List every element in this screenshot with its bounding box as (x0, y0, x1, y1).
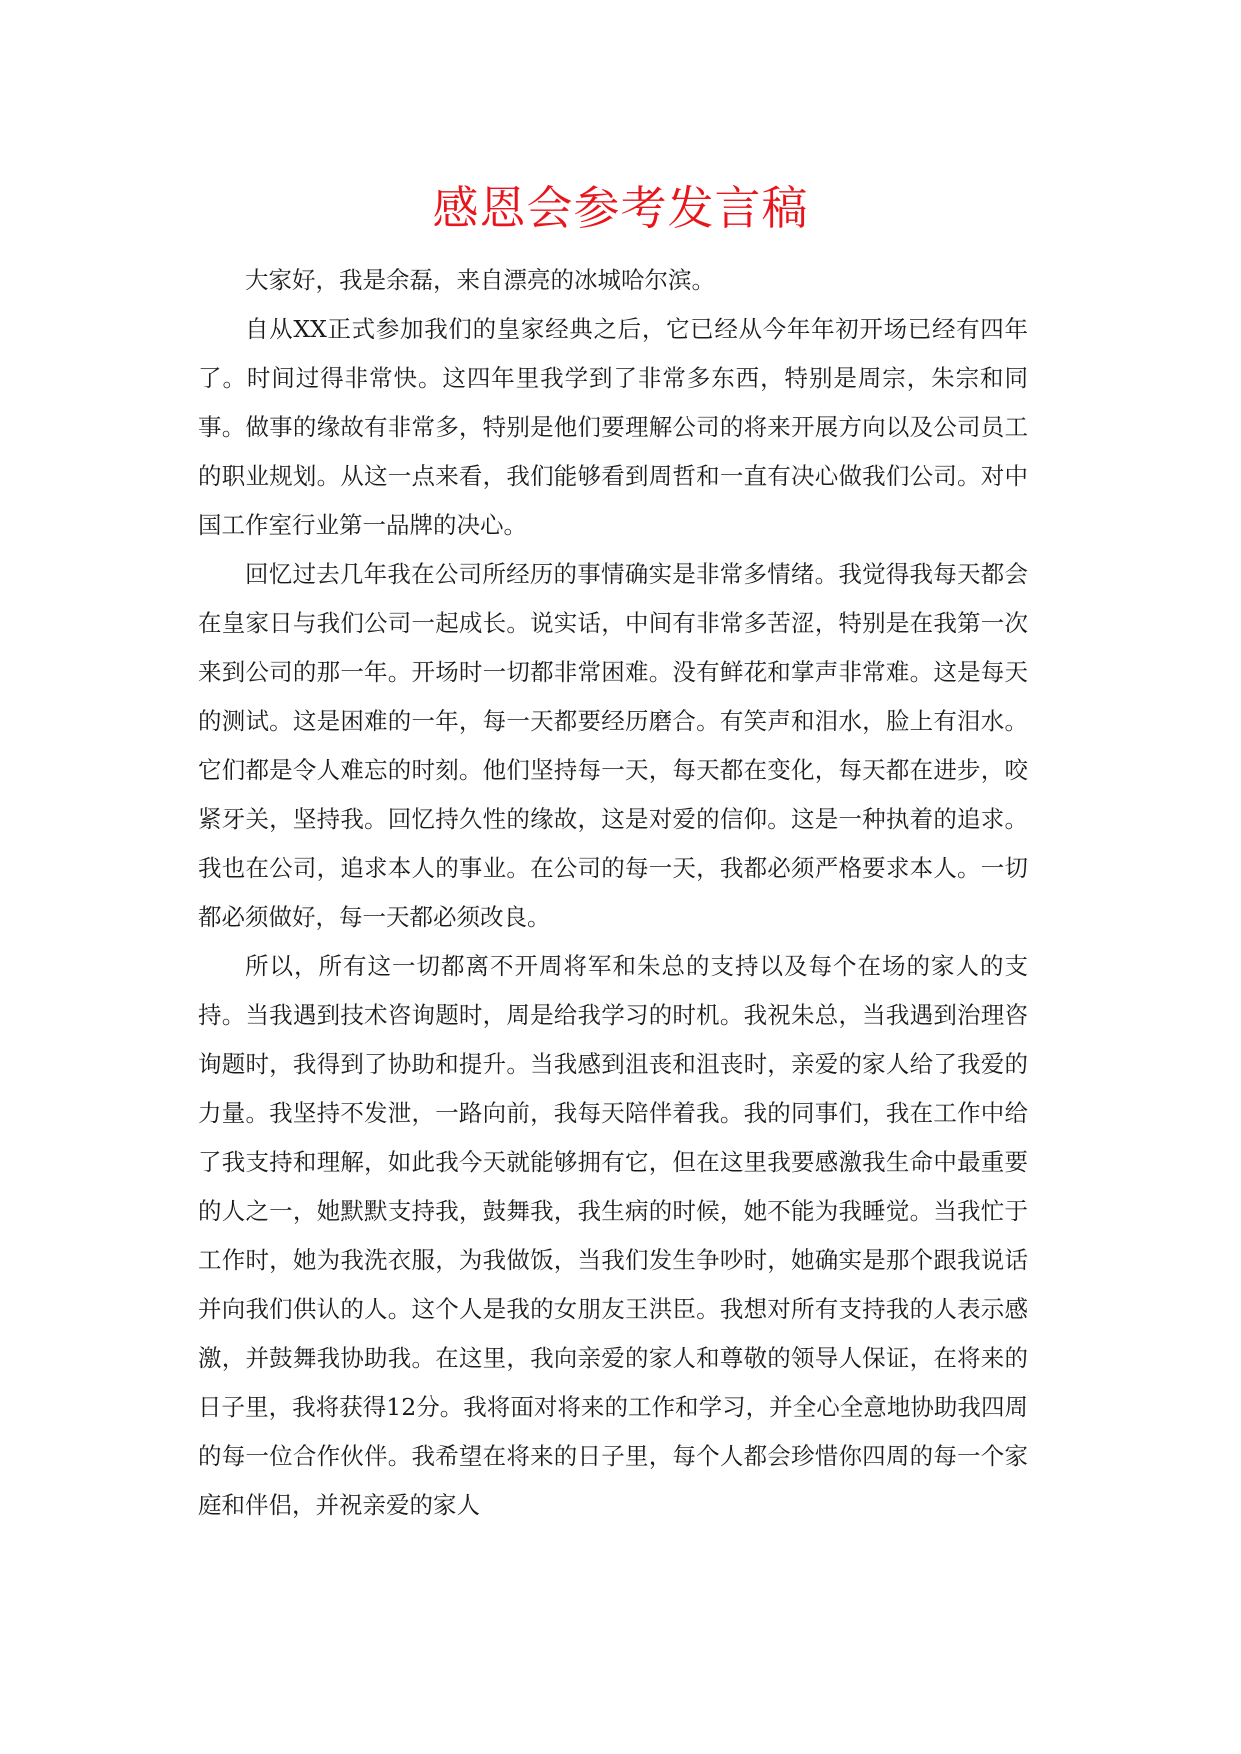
document-body (198, 256, 1028, 1530)
document-title: 感恩会参考发言稿 (432, 181, 809, 235)
paragraph-greeting: 大家好，我是余磊，来自漂亮的冰城哈尔滨。 (245, 266, 715, 294)
paragraph-memories: 回忆过去几年我在公司所经历的事情确实是非常多情绪。我觉得我每天都会在皇家日与我们公司一起成长。说实话，中间有非常多苦涩，特别是在我第一次来到公司的那一年。开场时一切都非常困难。没有鲜花和掌声非常难。这是每天的测试。这是困难的一年，每一天都要经历磨合。有笑声和泪水，脸上有泪水。它们都是令人难忘的时刻。他们坚持每一天，每天都在变化，每天都在进步，咬紧牙关，坚持我。回忆持久性的缘故，这是对爱的信仰。这是一种执着的追求。我也在公司，追求本人的事业。在公司的每一天，我都必须严格要求本人。一切都必须做好，每一天都必须改良。 (198, 560, 1028, 931)
paragraph-gratitude: 所以，所有这一切都离不开周将军和朱总的支持以及每个在场的家人的支持。当我遇到技术咨询题时，周是给我学习的时机。我祝朱总，当我遇到治理咨询题时，我得到了协助和提升。当我感到沮丧和沮丧时，亲爱的家人给了我爱的力量。我坚持不发泄，一路向前，我每天陪伴着我。我的同事们，我在工作中给了我支持和理解，如此我今天就能够拥有它，但在这里我要感激我生命中最重要的人之一，她默默支持我，鼓舞我，我生病的时候，她不能为我睡觉。当我忙于工作时，她为我洗衣服，为我做饭，当我们发生争吵时，她确实是那个跟我说话并向我们供认的人。这个人是我的女朋友王洪臣。我想对所有支持我的人表示感激，并鼓舞我协助我。在这里，我向亲爱的家人和尊敬的领导人保证，在将来的日子里，我将获得12分。我将面对将来的工作和学习，并全心全意地协助我四周的每一位合作伙伴。我希望在将来的日子里，每个人都会珍惜你四周的每一个家庭和伴侣，并祝亲爱的家人 (198, 952, 1028, 1519)
paragraph-company-history: 自从XX正式参加我们的皇家经典之后，它已经从今年年初开场已经有四年了。时间过得非常快。这四年里我学到了非常多东西，特别是周宗，朱宗和同事。做事的缘故有非常多，特别是他们要理解公司的将来开展方向以及公司员工的职业规划。从这一点来看，我们能够看到周哲和一直有决心做我们公司。对中国工作室行业第一品牌的决心。 (198, 315, 1028, 539)
